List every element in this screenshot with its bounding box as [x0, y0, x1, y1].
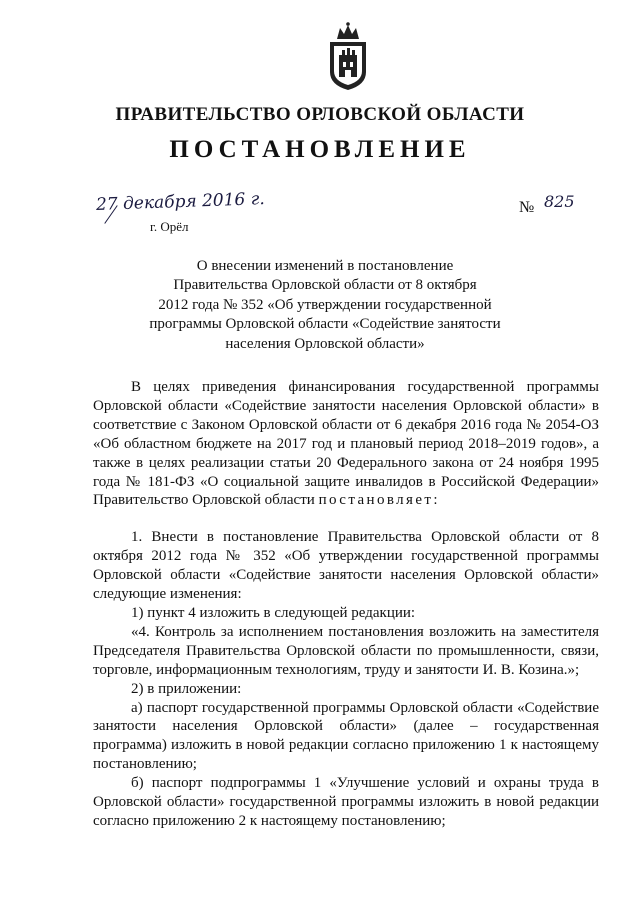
document-title	[130, 257, 520, 354]
document-type: ПОСТАНОВЛЕНИЕ	[169, 136, 471, 163]
item-1-2: 2) в приложении:	[131, 680, 242, 697]
city-name: г. Орёл	[150, 219, 189, 234]
item-1-2-a: а) паспорт государственной программы Орловской области «Содействие занятости населения Орловской области» (далее – государственная программа) изложить в новой редакции согласно приложению 1 к настоящему постановлению;	[93, 699, 599, 773]
item-1: 1. Внести в постановление Правительства Орловской области от 8 октября 2012 года № 352 «Об утверждении государственной программы Орловской области «Содействие занятости населения Орловской области» следующие изменения:	[93, 529, 599, 603]
title-line: программы Орловской области «Содействие занятости	[149, 316, 501, 333]
coat-of-arms-icon	[323, 22, 373, 92]
title-line: населения Орловской области»	[225, 335, 425, 352]
number-label: №	[519, 199, 535, 216]
handwritten-date: 27 декабря 2016 г.	[95, 189, 266, 215]
item-1-1: 1) пункт 4 изложить в следующей редакции:	[131, 604, 416, 621]
preamble-text: В целях приведения финансирования государственной программы Орловской области «Содействие занятости населения Орловской области» в соответствие с Законом Орловской области от 6 декабря 2016 года № 2054-ОЗ «Об областном бюджете на 2017 год и плановый период 2018–2019 годов», а также в целях реализации статьи 20 Федерального закона от 24 ноября 1995 года № 181-ФЗ «О социальной защите инвалидов в Российской Федерации» Правительство Орловской области	[93, 379, 599, 509]
item-1-1-quote: «4. Контроль за исполнением постановления возложить на заместителя Председателя Правительства Орловской области по промышленности, связи, торговле, информационным технологиям, труду и занятости И. В. Козина.»;	[93, 623, 599, 678]
organization-name: ПРАВИТЕЛЬСТВО ОРЛОВСКОЙ ОБЛАСТИ	[115, 104, 525, 125]
document-body	[93, 378, 599, 831]
title-line: Правительства Орловской области от 8 октября	[173, 277, 477, 294]
title-line: О внесении изменений в постановление	[196, 258, 454, 274]
preamble-paragraph	[93, 378, 599, 510]
item-1-2-b: б) паспорт подпрограммы 1 «Улучшение условий и охраны труда в Орловской области» государственной программы изложить в новой редакции согласно приложению 2 к настоящему постановлению;	[93, 775, 599, 829]
title-line: 2012 года № 352 «Об утверждении государственной	[158, 296, 492, 313]
decree-word: постановляет:	[318, 492, 440, 509]
handwritten-number: 825	[544, 192, 575, 211]
